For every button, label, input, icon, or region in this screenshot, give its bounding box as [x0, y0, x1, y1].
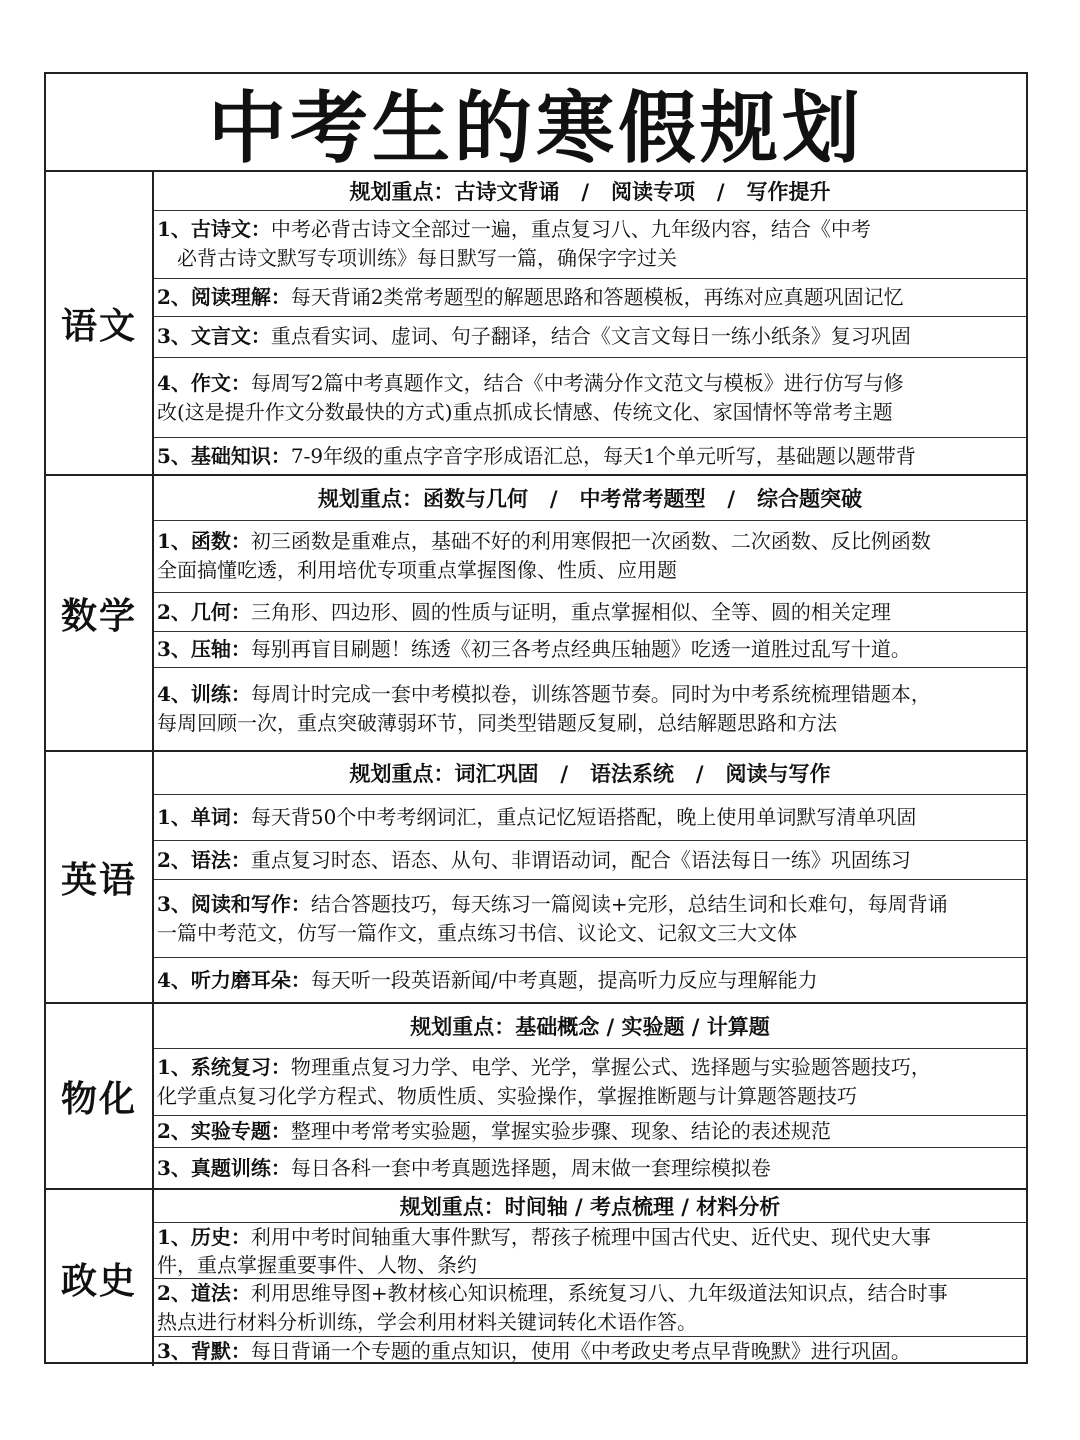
item-line: [157, 803, 1024, 832]
section-1: [46, 172, 1026, 476]
plan-item: [154, 1337, 1026, 1365]
item-lead: 1、函数：: [157, 529, 251, 554]
item-text: 每日各科一套中考真题选择题，周末做一套理综模拟卷: [290, 1155, 771, 1180]
item-text: 每天背50个中考考纲词汇，重点记忆短语搭配，晚上使用单词默写清单巩固: [250, 804, 917, 829]
item-text: 物理重点复习力学、电学、光学，掌握公式、选择题与实验题答题技巧，: [290, 1055, 931, 1080]
item-text: 利用中考时间轴重大事件默写，帮孩子梳理中国古代史、近代史、现代史大事: [250, 1225, 931, 1249]
plan-item: [154, 1223, 1026, 1279]
item-text: 每天听一段英语新闻/中考真题，提高听力反应与理解能力: [310, 967, 818, 992]
item-text: 重点复习时态、语态、从句、非谓语动词，配合《语法每日一练》巩固练习: [250, 847, 911, 872]
plan-item: [154, 1116, 1026, 1148]
section-content: [154, 752, 1026, 1002]
item-lead: 2、实验专题：: [157, 1119, 291, 1144]
subject-label: 政史: [46, 1190, 154, 1366]
item-text: 整理中考常考实验题，掌握实验步骤、现象、结论的表述规范: [290, 1119, 831, 1144]
section-content: [154, 172, 1026, 474]
section-3: [46, 752, 1026, 1004]
item-text: 7-9年级的重点字音字形成语汇总，每天1个单元听写，基础题以题带背: [290, 443, 916, 468]
item-text: 三角形、四边形、圆的性质与证明，重点掌握相似、全等、圆的相关定理: [250, 599, 891, 624]
item-text: 初三函数是重难点，基础不好的利用寒假把一次函数、二次函数、反比例函数: [250, 529, 931, 554]
subject-label: 语文: [46, 172, 154, 474]
item-lead: 3、阅读和写作：: [157, 891, 311, 916]
item-line: [157, 1053, 1024, 1082]
item-line: [157, 442, 1024, 471]
item-lead: 5、基础知识：: [157, 443, 291, 468]
item-line: [157, 527, 1024, 556]
item-text: 每日背诵一个专题的重点知识，使用《中考政史考点早背晚默》进行巩固。: [250, 1339, 911, 1363]
section-content: [154, 1004, 1026, 1188]
item-lead: 1、系统复习：: [157, 1055, 291, 1080]
item-lead: 3、压轴：: [157, 637, 251, 662]
subject-label: 物化: [46, 1004, 154, 1188]
plan-item: [154, 632, 1026, 668]
item-lead: 3、文言文：: [157, 324, 271, 349]
item-lead: 3、真题训练：: [157, 1155, 291, 1180]
item-line: [157, 322, 1024, 351]
item-lead: 2、几何：: [157, 599, 251, 624]
item-lead: 2、语法：: [157, 847, 251, 872]
section-content: [154, 1190, 1026, 1366]
item-text-continued: 改(这是提升作文分数最快的方式)重点抓成长情感、传统文化、家国情怀等常考主题: [157, 399, 893, 424]
plan-item: [154, 438, 1026, 474]
item-line: [157, 215, 1024, 244]
page-title: 中考生的寒假规划: [46, 74, 1026, 172]
plan-item: [154, 668, 1026, 750]
item-line: [157, 1117, 1024, 1146]
item-text: 每别再盲目刷题！练透《初三各考点经典压轴题》吃透一道胜过乱写十道。: [250, 637, 911, 662]
subject-label: 英语: [46, 752, 154, 1002]
section-4: [46, 1004, 1026, 1190]
plan-item: [154, 358, 1026, 438]
item-lead: 4、训练：: [157, 682, 251, 707]
item-lead: 4、作文：: [157, 370, 251, 395]
item-lead: 2、道法：: [157, 1281, 251, 1305]
section-5: [46, 1190, 1026, 1366]
plan-item: [154, 1148, 1026, 1188]
plan-item: [154, 958, 1026, 1002]
item-line: [157, 369, 1024, 398]
plan-item: [154, 880, 1026, 958]
item-text: 重点看实词、虚词、句子翻译，结合《文言文每日一练小纸条》复习巩固: [270, 324, 911, 349]
item-text: 利用思维导图+教材核心知识梳理，系统复习八、九年级道法知识点，结合时事: [250, 1281, 948, 1305]
item-lead: 4、听力磨耳朵：: [157, 967, 311, 992]
item-text: 每周计时完成一套中考模拟卷，训练答题节奏。同时为中考系统梳理错题本，: [250, 682, 931, 707]
item-text-continued: 化学重点复习化学方程式、物质性质、实验操作，掌握推断题与计算题答题技巧: [157, 1084, 857, 1109]
plan-sheet: [44, 72, 1028, 1364]
item-line: [157, 890, 1024, 919]
item-line: [157, 635, 1024, 664]
item-line: [157, 598, 1024, 627]
item-line: [157, 1223, 1024, 1251]
item-text: 每天背诵2类常考题型的解题思路和答题模板，再练对应真题巩固记忆: [290, 284, 904, 309]
item-line: [157, 283, 1024, 312]
item-lead: 1、单词：: [157, 804, 251, 829]
item-text-continued: 件，重点掌握重要事件、人物、条约: [157, 1252, 477, 1277]
plan-item: [154, 1279, 1026, 1337]
item-lead: 3、背默：: [157, 1339, 251, 1363]
item-lead: 1、古诗文：: [157, 217, 271, 242]
section-2: [46, 476, 1026, 752]
focus-heading: 规划重点：古诗文背诵 / 阅读专项 / 写作提升: [154, 172, 1026, 211]
focus-heading: 规划重点：时间轴 / 考点梳理 / 材料分析: [154, 1190, 1026, 1223]
item-lead: 1、历史：: [157, 1225, 251, 1249]
item-text-continued: 每周回顾一次，重点突破薄弱环节，同类型错题反复刷，总结解题思路和方法: [157, 711, 837, 736]
item-line: [157, 1154, 1024, 1183]
plan-item: [154, 211, 1026, 279]
item-line: [157, 680, 1024, 709]
item-text-continued: 热点进行材料分析训练，学会利用材料关键词转化术语作答。: [157, 1309, 697, 1334]
focus-heading: 规划重点：基础概念 / 实验题 / 计算题: [154, 1004, 1026, 1049]
item-line: [157, 966, 1024, 995]
item-lead: 2、阅读理解：: [157, 284, 291, 309]
item-line: [157, 846, 1024, 875]
plan-item: [154, 795, 1026, 841]
item-line: [157, 1337, 1024, 1365]
plan-item: [154, 521, 1026, 593]
item-line: [157, 1279, 1024, 1308]
focus-heading: 规划重点：函数与几何 / 中考常考题型 / 综合题突破: [154, 476, 1026, 521]
sections-container: [46, 172, 1026, 1366]
item-text: 结合答题技巧，每天练习一篇阅读+完形，总结生词和长难句，每周背诵: [310, 891, 948, 916]
item-text-continued: 必背古诗文默写专项训练》每日默写一篇，确保字字过关: [177, 246, 677, 271]
plan-item: [154, 279, 1026, 317]
item-text-continued: 一篇中考范文，仿写一篇作文，重点练习书信、议论文、记叙文三大文体: [157, 920, 797, 945]
plan-item: [154, 593, 1026, 633]
plan-item: [154, 317, 1026, 359]
focus-heading: 规划重点：词汇巩固 / 语法系统 / 阅读与写作: [154, 752, 1026, 795]
subject-label: 数学: [46, 476, 154, 750]
section-content: [154, 476, 1026, 750]
item-text-continued: 全面搞懂吃透，利用培优专项重点掌握图像、性质、应用题: [157, 558, 677, 583]
item-text: 中考必背古诗文全部过一遍，重点复习八、九年级内容，结合《中考: [270, 217, 871, 242]
item-text: 每周写2篇中考真题作文，结合《中考满分作文范文与模板》进行仿写与修: [250, 370, 904, 395]
plan-item: [154, 1049, 1026, 1117]
plan-item: [154, 841, 1026, 881]
